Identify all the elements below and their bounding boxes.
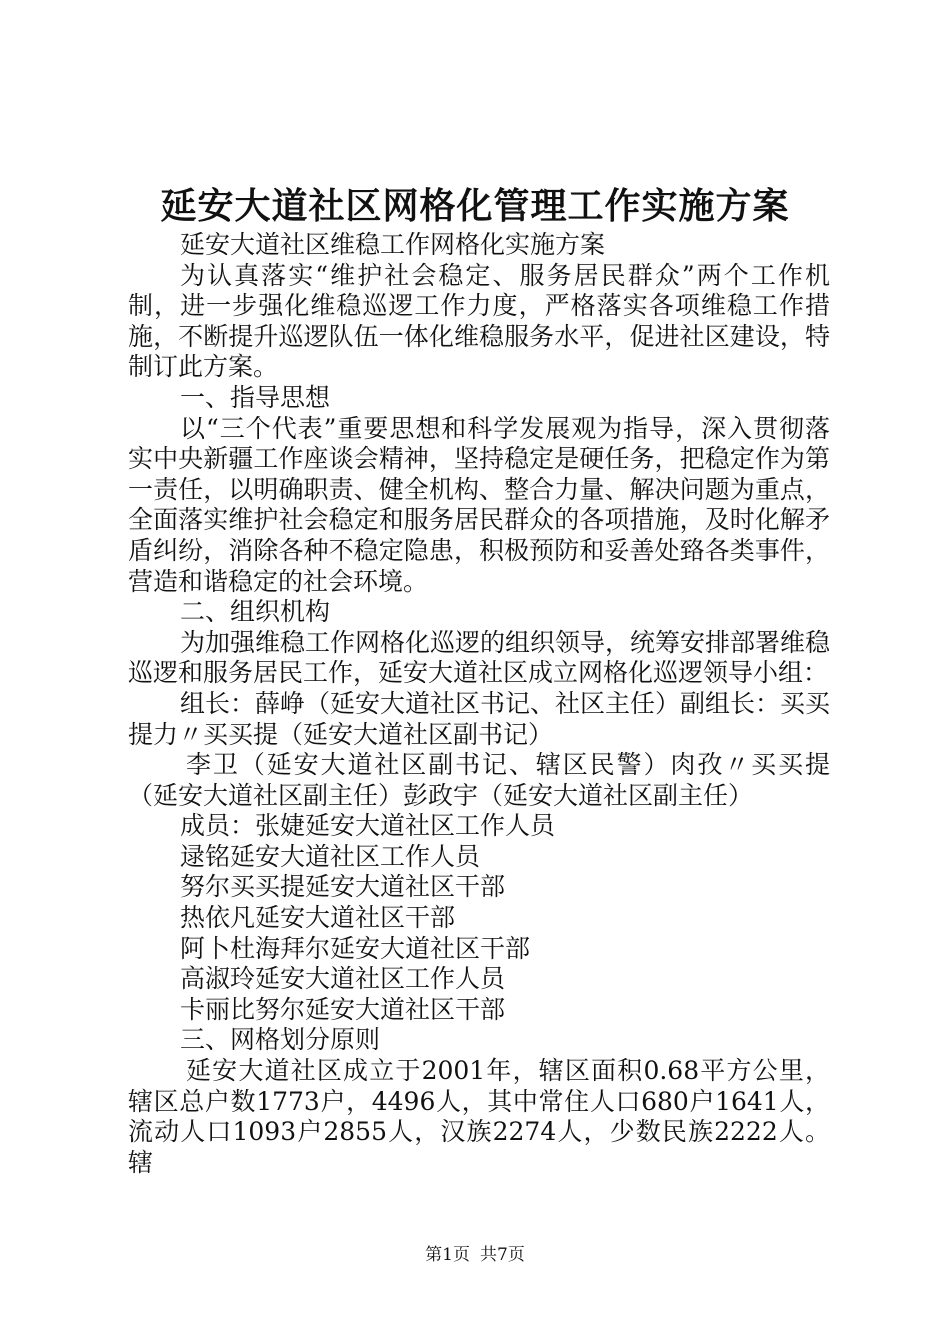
- guiding-ideology-paragraph: 以“三个代表”重要思想和科学发展观为指导，深入贯彻落实中央新疆工作座谈会精神，坚持稳定是硬任务，把稳定作为第一责任，以明确职责、健全机构、整合力量、解决问题为重点，全面落实维护社会稳定和服务居民群众的各项措施，及时化解矛盾纠纷，消除各种不稳定隐患，积极预防和妥善处臵各类事件，营造和谐稳定的社会环境。: [128, 413, 830, 596]
- member-line: 努尔买买提延安大道社区干部: [180, 872, 506, 902]
- document-body: [128, 230, 830, 1178]
- member-line: 卡丽比努尔延安大道社区干部: [180, 994, 506, 1024]
- member-line: 热依凡延安大道社区干部: [180, 903, 456, 933]
- subtitle-paragraph: 延安大道社区维稳工作网格化实施方案: [180, 230, 606, 259]
- member-line: 成员：张婕延安大道社区工作人员: [180, 811, 556, 841]
- member-line: 逯铭延安大道社区工作人员: [180, 841, 481, 871]
- leader-paragraph: 组长：薛峥（延安大道社区书记、社区主任）副组长：买买提力〃买买提（延安大道社区副书记）: [128, 688, 831, 749]
- section-heading-grid-division: 三、网格划分原则: [180, 1025, 381, 1055]
- page-total: 共7页: [480, 1245, 525, 1265]
- intro-paragraph: 为认真落实“维护社会稳定、服务居民群众”两个工作机制，进一步强化维稳巡逻工作力度，严格落实各项维稳工作措施，不断提升巡逻队伍一体化维稳服务水平，促进社区建设，特制订此方案。: [128, 260, 830, 382]
- page-footer: [0, 1244, 950, 1266]
- section-heading-organization: 二、组织机构: [180, 597, 331, 627]
- member-line: 高淑玲延安大道社区工作人员: [180, 964, 506, 994]
- page-number: 第1页: [425, 1245, 470, 1265]
- organization-paragraph: 为加强维稳工作网格化巡逻的组织领导，统筹安排部署维稳巡逻和服务居民工作，延安大道社区成立网格化巡逻领导小组：: [128, 627, 831, 688]
- document-title: 延安大道社区网格化管理工作实施方案: [160, 185, 790, 227]
- member-line: 阿卜杜海拜尔延安大道社区干部: [180, 933, 531, 963]
- grid-division-paragraph: 延安大道社区成立于2001年，辖区面积0.68平方公里，辖区总户数1773户，4496人，其中常住人口680户1641人，流动人口1093户2855人，汉族2274人，少数民族2222人。辖: [128, 1056, 830, 1177]
- section-heading-guiding-ideology: 一、指导思想: [180, 382, 331, 412]
- deputy-leader-paragraph: 李卫（延安大道社区副书记、辖区民警）肉孜〃买买提（延安大道社区副主任）彭政宇（延安大道社区副主任）: [128, 750, 830, 810]
